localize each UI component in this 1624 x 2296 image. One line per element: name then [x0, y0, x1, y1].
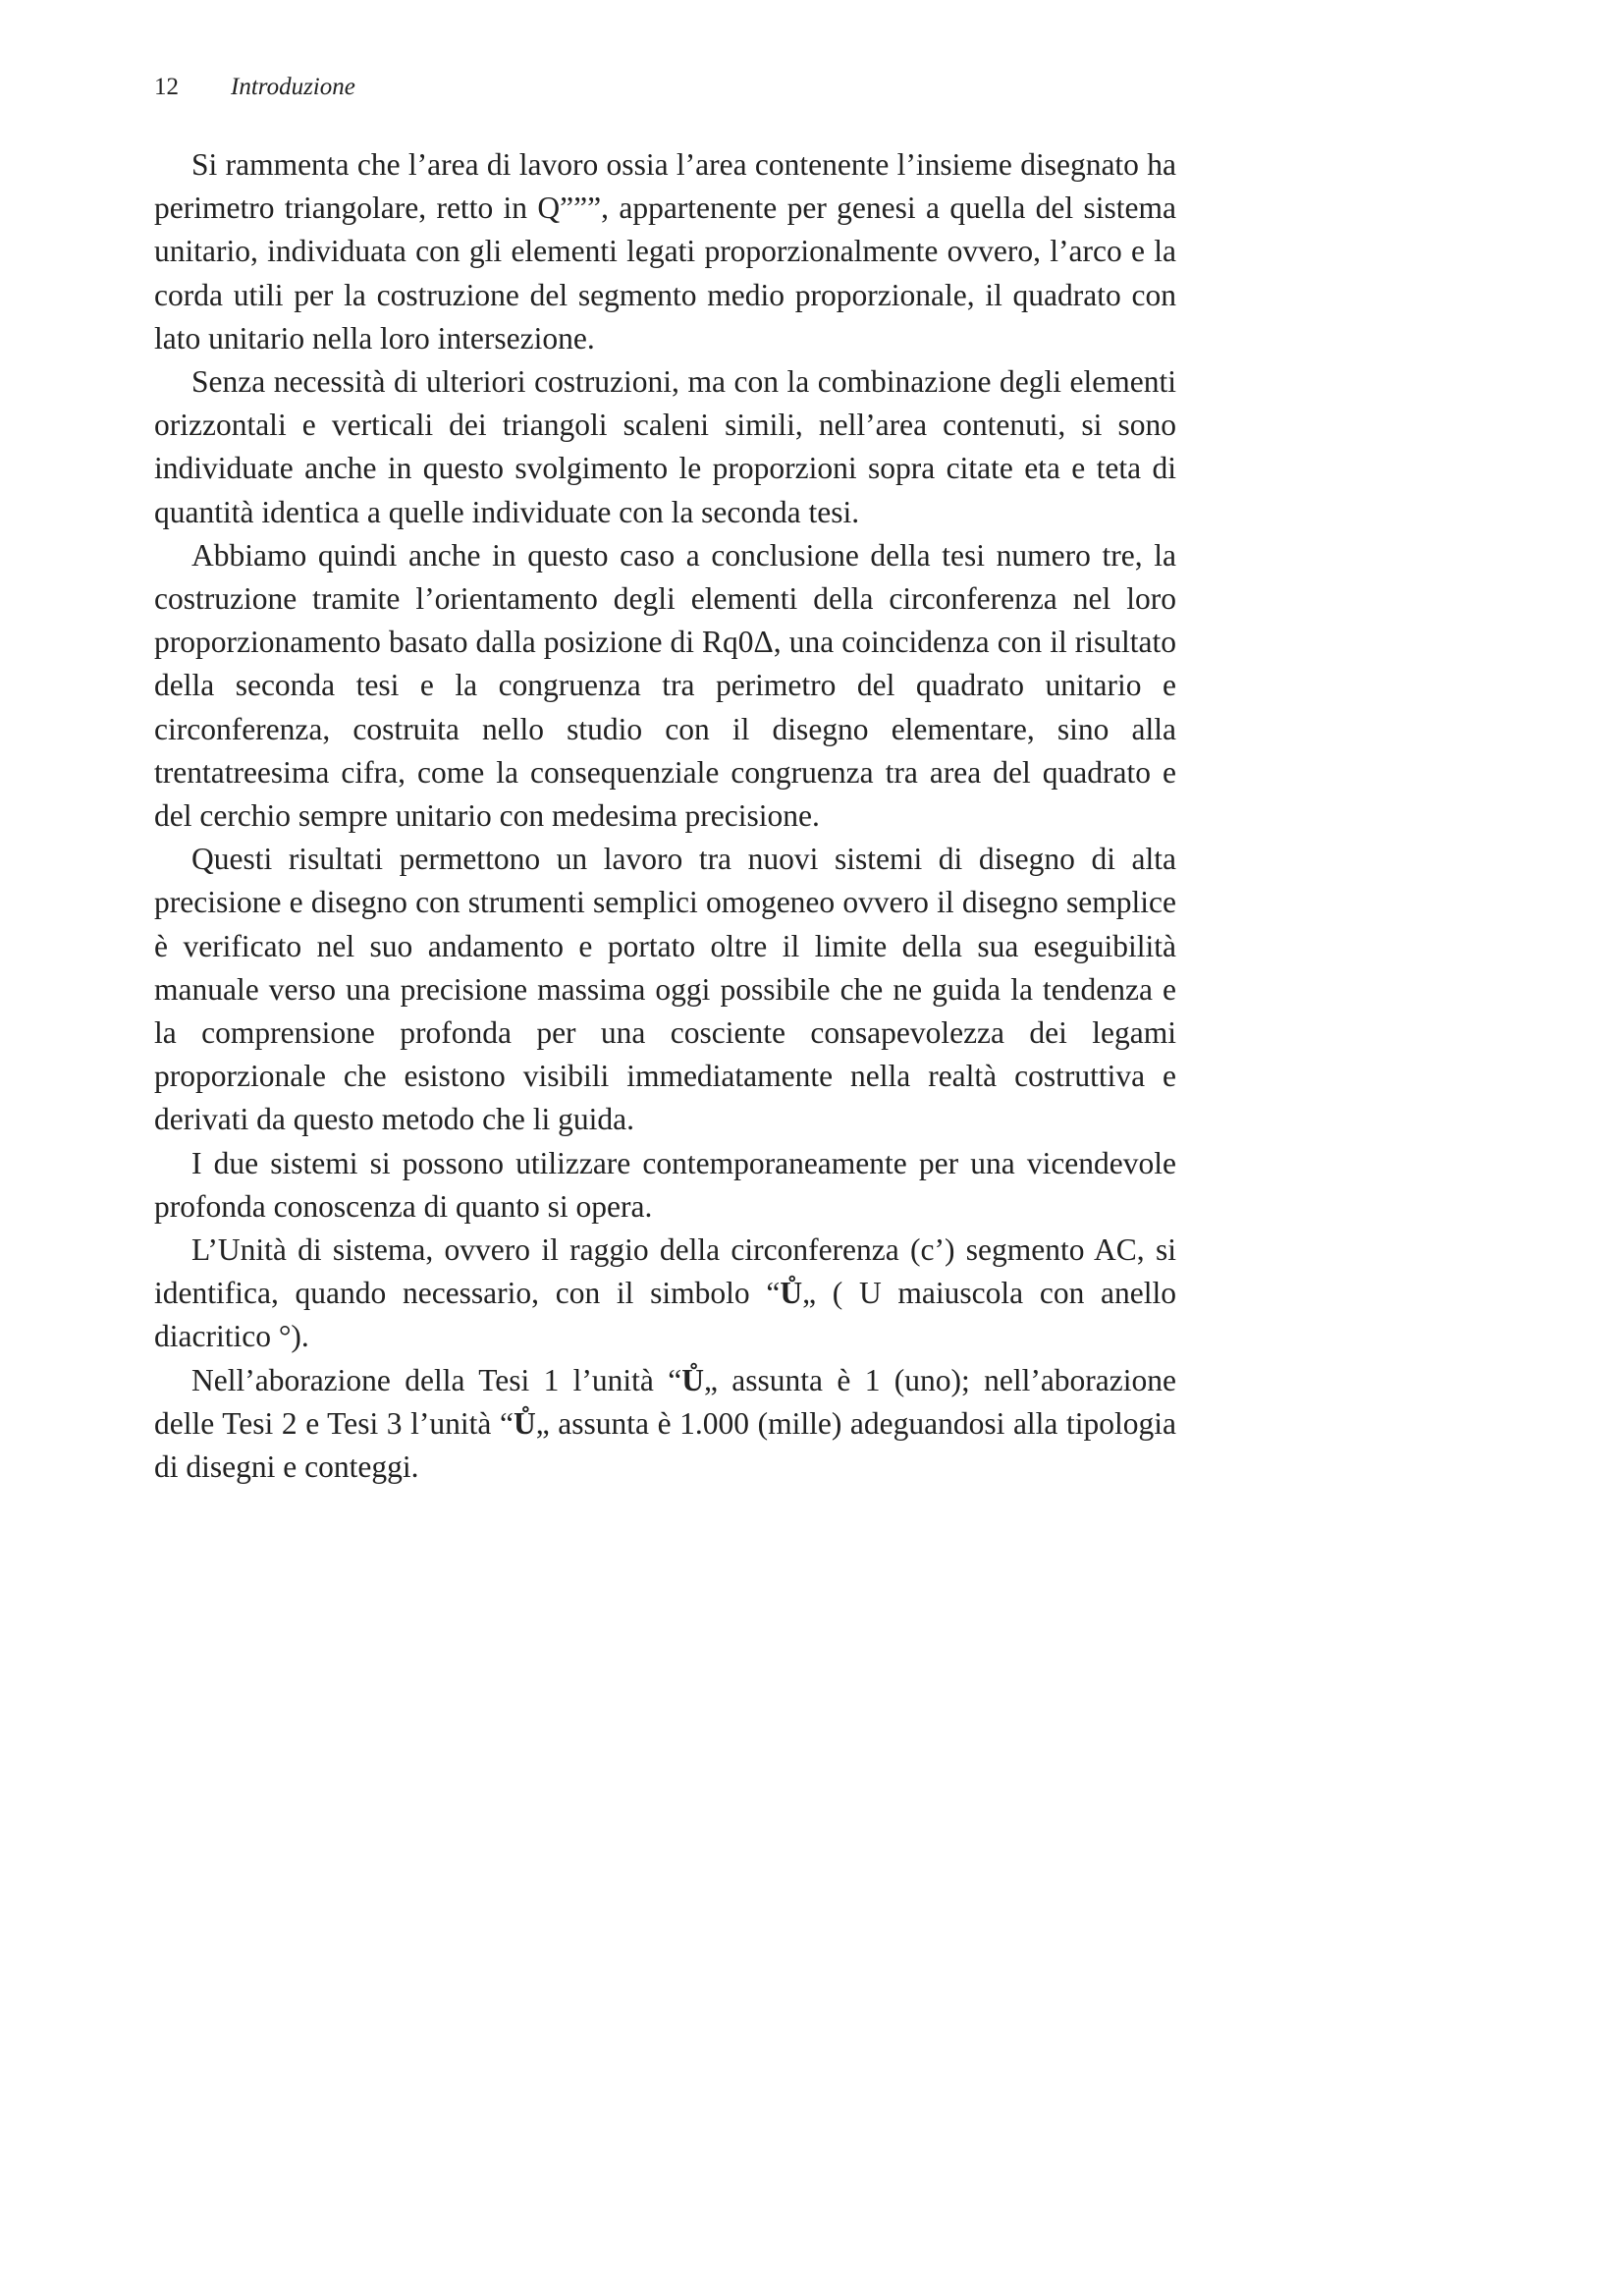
paragraph-questi-risultati: Questi risultati permettono un lavoro tra nuovi sistemi di disegno di alta precisione e disegno con strumenti semplici omogeneo ovvero il disegno semplice è verificato nel suo andamento e portato oltre il limite della sua eseguibilità manuale verso una precisione massima oggi possibile che ne guida la tendenza e la comprensione profonda per una cosciente consapevolezza dei legami proporzionale che esistono visibili immediatamente nella realtà costruttiva e derivati da questo metodo che li guida. — [154, 842, 1176, 1137]
tesi-text-part3: „ assunta è 1.000 (mille) adeguandosi alla tipologia di disegni e conteggi. — [154, 1405, 1176, 1485]
page-number: 12 — [154, 74, 179, 100]
unit-symbol-tesi2: Ů — [513, 1405, 536, 1441]
unit-text-before: L’Unità di sistema, ovvero il raggio della circonferenza (c’) segmento AC, si identifica, quando necessario, con il simbolo “ — [154, 1232, 1176, 1311]
tesi-text-part1: Nell’aborazione della Tesi 1 l’unità “ — [191, 1362, 682, 1397]
section-title: Introduzione — [231, 74, 355, 100]
paragraph-abbiamo-quindi: Abbiamo quindi anche in questo caso a conclusione della tesi numero tre, la costruzione tramite l’orientamento degli elementi della circonferenza nel loro proporzionamento basato dalla posizione di Rq0Δ, una coincidenza con il risultato della seconda tesi e la congruenza tra perimetro del quadrato unitario e circonferenza, costruita nello studio con il disegno elementare, sino alla trentatreesima cifra, come la consequenziale congruenza tra area del quadrato e del cerchio sempre unitario con medesima precisione. — [154, 537, 1176, 834]
tesi-text-part2: „ assunta è 1 (uno); nell’aborazione delle Tesi 2 e Tesi 3 l’unità “ — [154, 1362, 1176, 1441]
paragraph-area-di-lavoro: Si rammenta che l’area di lavoro ossia l’area contenente l’insieme disegnato ha perimetro triangolare, retto in Q”””, appartenente per genesi a quella del sistema unitario, individuata con gli elementi legati proporzionalmente ovvero, l’arco e la corda utili per la costruzione del segmento medio proporzionale, il quadrato con lato unitario nella loro intersezione. — [154, 147, 1176, 355]
paragraph-senza-necessita: Senza necessità di ulteriori costruzioni, ma con la combinazione degli elementi orizzontali e verticali dei triangoli scaleni simili, nell’area contenuti, si sono individuate anche in questo svolgimento le proporzioni sopra citate eta e teta di quantità identica a quelle individuate con la seconda tesi. — [154, 364, 1176, 529]
running-head — [154, 71, 355, 104]
unit-symbol-tesi1: Ů — [681, 1362, 704, 1397]
paragraph-i-due-sistemi: I due sistemi si possono utilizzare contemporaneamente per una vicendevole profonda conoscenza di quanto si opera. — [154, 1145, 1176, 1224]
paragraph-tesi-unita — [154, 1359, 1176, 1490]
unit-text-after: „ ( U maiuscola con anello diacritico °). — [154, 1276, 1177, 1354]
unit-symbol: Ů — [780, 1276, 803, 1311]
paragraph-unita-di-sistema — [154, 1229, 1176, 1359]
body-text — [154, 143, 1176, 1489]
